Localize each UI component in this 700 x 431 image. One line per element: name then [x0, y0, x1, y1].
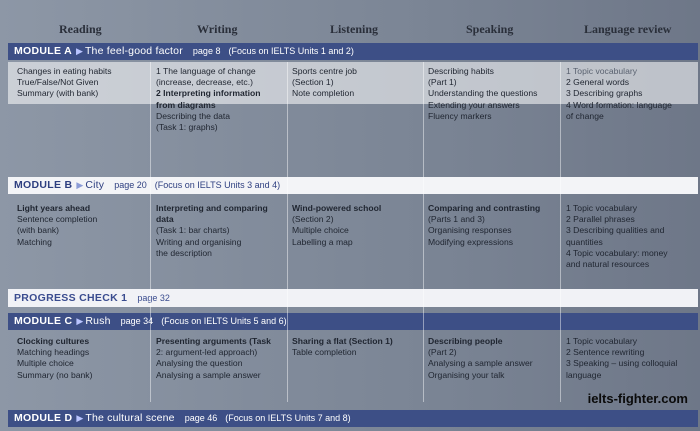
play-arrow-icon: ▶: [76, 413, 84, 423]
column-divider: [287, 62, 288, 402]
module-b-band: [8, 177, 698, 194]
module-c-writing: Presenting arguments (Task 2: argument-led approach) Analysing the question Analysing a sample answer: [156, 336, 271, 380]
module-b-focus: (Focus on IELTS Units 3 and 4): [154, 180, 281, 190]
play-arrow-icon: ▶: [76, 316, 84, 326]
module-a-reading: Changes in eating habits True/False/Not Given Summary (with bank): [17, 66, 112, 99]
progress-check-band: [8, 289, 698, 307]
module-c-band: [8, 313, 698, 330]
play-arrow-icon: ▶: [76, 180, 84, 190]
module-c-language-review: 1 Topic vocabulary 2 Sentence rewriting 3 Speaking – using colloquial language: [566, 336, 678, 380]
module-b-reading: Light years ahead Sentence completion (with bank) Matching: [17, 203, 98, 247]
module-c-label: MODULE C: [14, 315, 73, 327]
module-a-writing: 1 The language of change (increase, decrease, etc.) 2 Interpreting information from diagrams Describing the data (Task 1: graphs): [156, 66, 261, 133]
col-head-language-review: Language review: [584, 22, 672, 36]
module-a-speaking: Describing habits (Part 1) Understanding the questions Extending your answers Fluency markers: [428, 66, 538, 121]
module-c-page: page 34: [120, 316, 154, 326]
module-d-label: MODULE D: [14, 412, 73, 424]
module-b-speaking: Comparing and contrasting (Parts 1 and 3) Organising responses Modifying expressions: [428, 203, 541, 247]
module-a-language-review: 1 Topic vocabulary 2 General words 3 Describing graphs 4 Word formation: language of change: [566, 66, 672, 121]
col-head-writing: Writing: [197, 22, 238, 36]
play-arrow-icon: ▶: [76, 46, 83, 56]
module-a-listening: Sports centre job (Section 1) Note completion: [292, 66, 357, 99]
module-d-band: [8, 410, 698, 427]
module-b-title: City: [85, 179, 105, 191]
module-b-language-review: 1 Topic vocabulary 2 Parallel phrases 3 Describing qualities and quantities 4 Topic vocabulary: money and natural resources: [566, 203, 668, 270]
module-a-focus: (Focus on IELTS Units 1 and 2): [228, 46, 354, 56]
module-a-title: The feel-good factor: [84, 45, 183, 57]
module-a-page: page 8: [192, 46, 221, 56]
col-head-listening: Listening: [330, 22, 379, 36]
module-c-listening: Sharing a flat (Section 1) Table completion: [292, 336, 393, 358]
module-a-label: MODULE A: [14, 45, 73, 57]
watermark: ielts-fighter.com: [587, 391, 688, 406]
module-b-writing: Interpreting and comparing data (Task 1: bar charts) Writing and organising the description: [156, 203, 268, 258]
column-divider: [560, 62, 561, 402]
module-d-focus: (Focus on IELTS Units 7 and 8): [225, 413, 351, 423]
progress-check-page: page 32: [137, 293, 170, 303]
module-c-title: Rush: [85, 315, 111, 327]
module-c-focus: (Focus on IELTS Units 5 and 6): [161, 316, 287, 326]
module-b-listening: Wind-powered school (Section 2) Multiple choice Labelling a map: [292, 203, 382, 247]
col-head-speaking: Speaking: [466, 22, 514, 36]
column-divider: [150, 62, 151, 402]
module-d-title: The cultural scene: [85, 412, 175, 424]
module-d-page: page 46: [184, 413, 218, 423]
column-divider: [423, 62, 424, 402]
module-a-band: [8, 43, 698, 60]
module-b-page: page 20: [114, 180, 147, 190]
col-head-reading: Reading: [59, 22, 102, 36]
module-b-label: MODULE B: [14, 179, 73, 191]
progress-check-label: PROGRESS CHECK 1: [14, 292, 128, 304]
module-c-reading: Clocking cultures Matching headings Multiple choice Summary (no bank): [17, 336, 93, 380]
module-c-speaking: Describing people (Part 2) Analysing a sample answer Organising your talk: [428, 336, 533, 380]
